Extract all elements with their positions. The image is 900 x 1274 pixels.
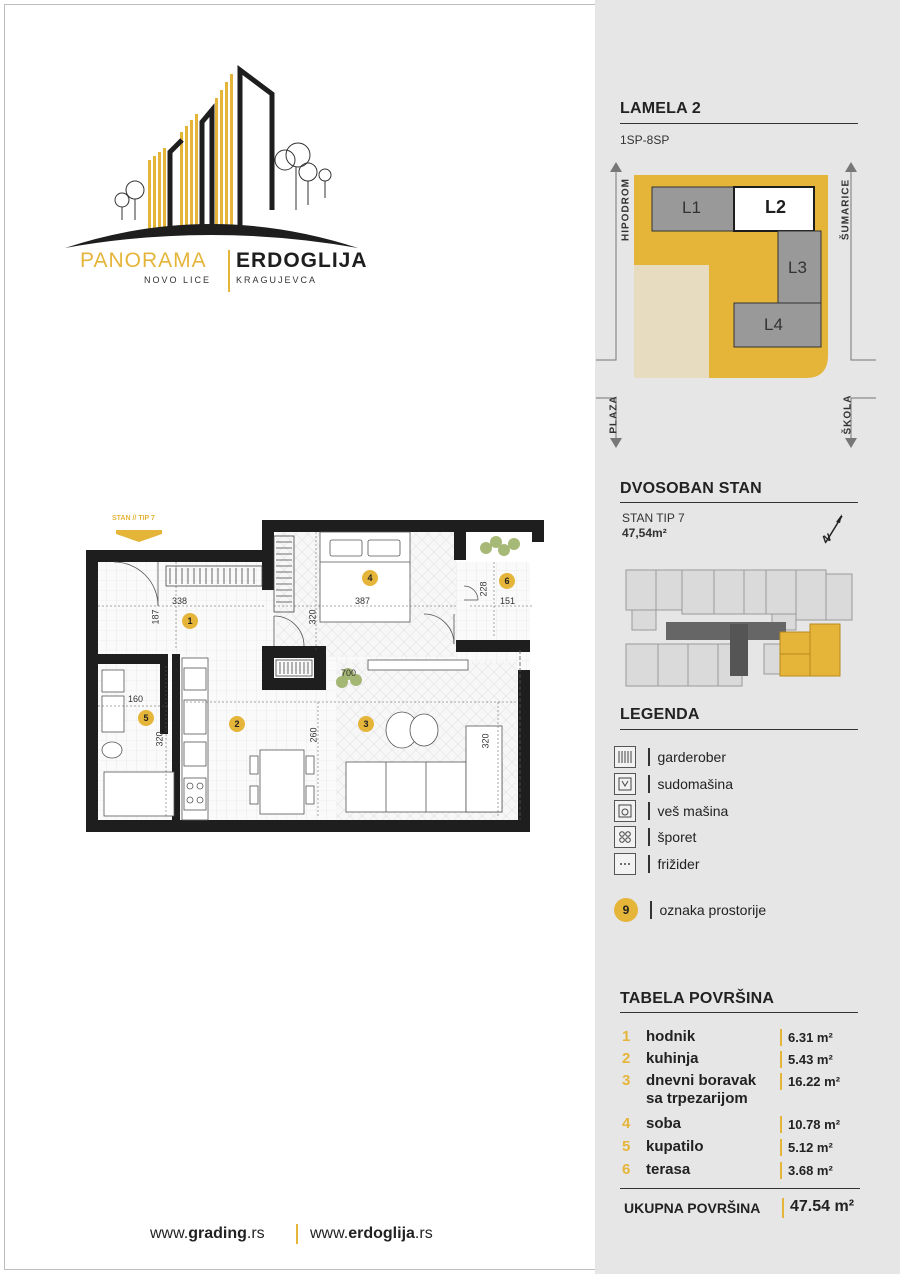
footer-tld: .rs (414, 1225, 433, 1242)
plan-tag: STAN // TIP 7 (112, 515, 155, 522)
area-row-name-line2: sa trpezarijom (646, 1090, 748, 1107)
dim-151: 151 (500, 596, 516, 606)
legend-divider (648, 775, 650, 793)
skyline-icon (60, 60, 360, 250)
area-row-num: 4 (622, 1115, 631, 1132)
footer-www: www. (310, 1225, 349, 1242)
area-row-name: soba (646, 1115, 682, 1132)
footer-tld: .rs (246, 1225, 265, 1242)
legend-item-frizider (614, 853, 700, 875)
legend-divider (648, 748, 650, 766)
room-badge-2: 2 (229, 716, 245, 732)
street-skola: ŠKOLA (842, 394, 854, 435)
total-rule (620, 1188, 860, 1189)
dim-338: 338 (172, 596, 188, 606)
block-l2: L2 (765, 197, 787, 217)
floor-plan (86, 510, 546, 840)
legend-rule (620, 729, 858, 730)
logo-sub-right: KRAGUJEVCA (236, 275, 318, 285)
panorama-logo (60, 60, 368, 300)
area-row-1 (622, 1028, 862, 1048)
legend-item-sudomasina (614, 773, 733, 795)
dim-320-room4: 320 (307, 609, 318, 625)
room-marker-badge: 9 (614, 898, 638, 922)
apartment-type: STAN TIP 7 (622, 511, 685, 525)
street-hipodrom: HIPODROM (620, 178, 632, 241)
area-row-value: 6.31 m² (788, 1030, 833, 1045)
legend-divider (648, 828, 650, 846)
dishwasher-icon (614, 773, 636, 795)
area-row-value: 3.68 m² (788, 1163, 833, 1178)
legend-item-room-marker (614, 899, 766, 921)
legend-label: oznaka prostorije (659, 902, 767, 918)
logo-sub-left: NOVO LICE (144, 275, 212, 285)
dim-320-bath: 320 (154, 731, 165, 747)
footer-domain: erdoglija (348, 1225, 415, 1242)
room-badge-5: 5 (138, 710, 154, 726)
legend-label: šporet (657, 829, 697, 845)
room-badge-3: 3 (358, 716, 374, 732)
block-l1: L1 (682, 198, 701, 217)
area-row-value: 5.43 m² (788, 1052, 833, 1067)
wardrobe-icon (614, 746, 636, 768)
lamela-floors: 1SP-8SP (620, 133, 670, 147)
street-sumarice: ŠUMARICE (840, 178, 852, 241)
dim-228: 228 (478, 581, 489, 597)
logo-divider (228, 250, 230, 292)
block-l3: L3 (788, 258, 807, 277)
area-row-value: 5.12 m² (788, 1140, 833, 1155)
area-row-4 (622, 1115, 862, 1135)
dim-187: 187 (150, 609, 161, 625)
footer-link-erdoglija[interactable] (310, 1225, 433, 1243)
room-badge-4: 4 (362, 570, 378, 586)
dim-160: 160 (128, 694, 144, 704)
room-badge-6: 6 (499, 573, 515, 589)
area-row-num: 3 (622, 1072, 631, 1089)
area-row-num: 5 (622, 1138, 631, 1155)
footer-link-grading[interactable] (150, 1225, 265, 1243)
legend-item-ves-masina (614, 800, 728, 822)
area-table-title: TABELA POVRŠINA (620, 990, 775, 1007)
area-row-6 (622, 1161, 862, 1181)
area-row-num: 6 (622, 1161, 631, 1178)
dim-320-living: 320 (480, 733, 491, 749)
fridge-icon (614, 853, 636, 875)
area-row-name: terasa (646, 1161, 691, 1178)
apartment-rule (620, 502, 858, 503)
legend-item-sporet (614, 826, 696, 848)
total-sep (782, 1198, 784, 1218)
area-row-num: 2 (622, 1050, 631, 1067)
washing-machine-icon (614, 800, 636, 822)
area-row-name: dnevni boravak (646, 1072, 757, 1089)
block-l4: L4 (764, 315, 783, 334)
area-row-name: kupatilo (646, 1138, 704, 1155)
legend-divider (650, 901, 652, 919)
dim-387: 387 (355, 596, 371, 606)
area-row-num: 1 (622, 1028, 631, 1045)
logo-word-panorama: PANORAMA (80, 249, 207, 272)
area-row-sep (780, 1051, 782, 1068)
legend-label: garderober (657, 749, 726, 765)
footer-divider (296, 1224, 298, 1244)
legend-divider (648, 855, 650, 873)
legend-label: frižider (657, 856, 700, 872)
legend-label: sudomašina (657, 776, 733, 792)
total-value: 47.54 m² (790, 1198, 855, 1215)
area-row-value: 16.22 m² (788, 1074, 841, 1089)
apartment-title: DVOSOBAN STAN (620, 480, 762, 497)
legend-label: veš mašina (657, 803, 729, 819)
area-row-2 (622, 1050, 862, 1070)
dim-700: 700 (341, 668, 357, 678)
area-row-name: kuhinja (646, 1050, 699, 1067)
north-arrow-icon (818, 512, 848, 548)
footer-domain: grading (188, 1225, 247, 1242)
room-badge-1: 1 (182, 613, 198, 629)
apartment-area: 47,54m² (622, 526, 667, 540)
legend-title: LEGENDA (620, 706, 700, 723)
area-row-sep (780, 1116, 782, 1133)
floor-key-plan (622, 564, 858, 692)
area-row-value: 10.78 m² (788, 1117, 841, 1132)
legend-divider (648, 802, 650, 820)
north-label: N (820, 531, 834, 547)
area-row-sep (780, 1029, 782, 1046)
lamela-title: LAMELA 2 (620, 100, 702, 117)
area-row-5 (622, 1138, 862, 1158)
area-row-sep (780, 1073, 782, 1090)
dim-260: 260 (308, 727, 319, 743)
street-plaza: PLAZA (608, 395, 620, 434)
area-row-sep (780, 1162, 782, 1179)
area-row-sep (780, 1139, 782, 1156)
legend-item-garderober (614, 746, 726, 768)
logo-word-erdoglija: ERDOGLIJA (236, 249, 368, 272)
area-table-rule (620, 1012, 858, 1013)
total-label: UKUPNA POVRŠINA (624, 1200, 761, 1216)
footer-www: www. (150, 1225, 189, 1242)
stove-icon (614, 826, 636, 848)
area-row-3 (622, 1072, 862, 1110)
lamela-rule (620, 123, 858, 124)
area-row-name: hodnik (646, 1028, 696, 1045)
